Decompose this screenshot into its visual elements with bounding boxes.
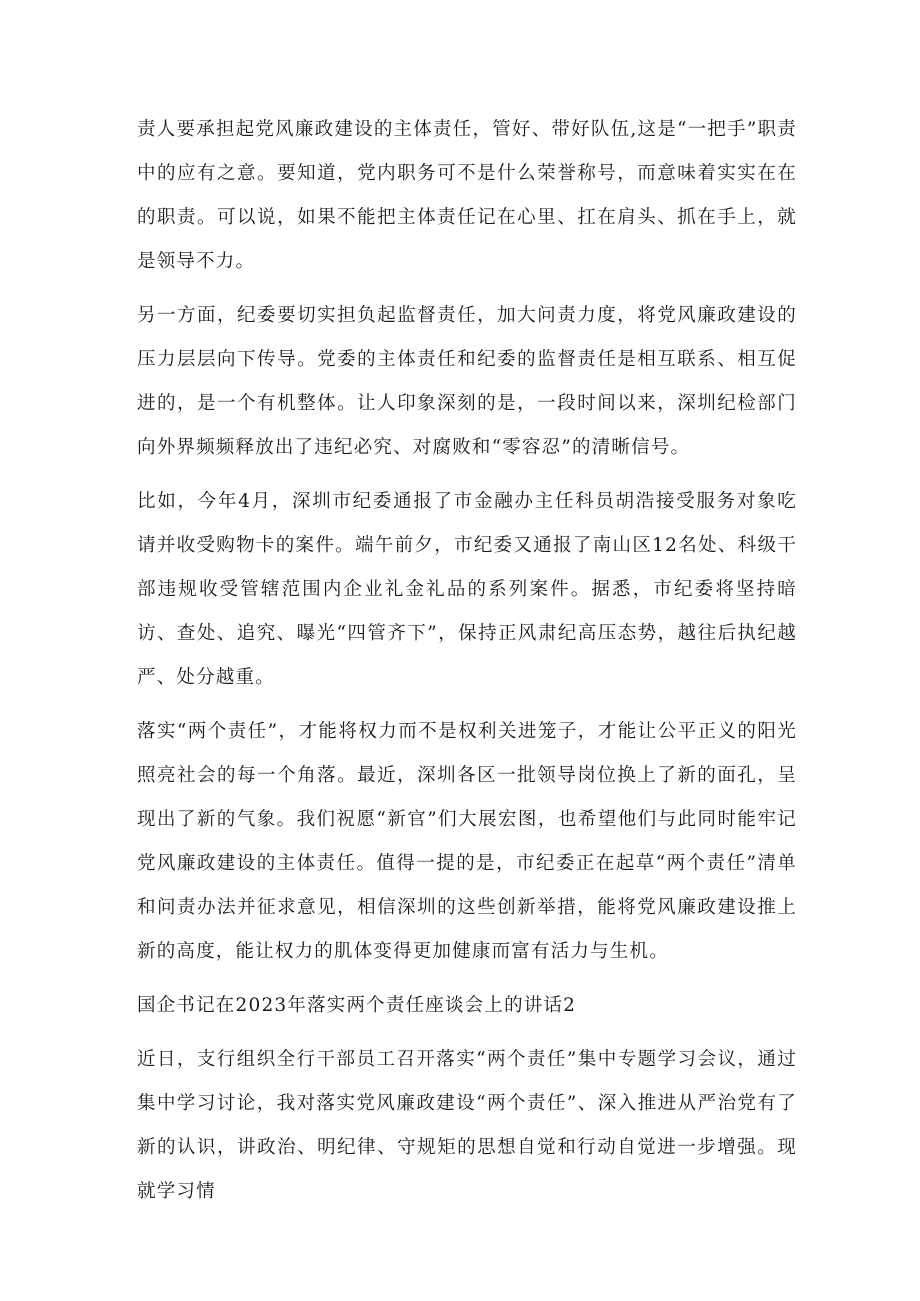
section-heading: 国企书记在2023年落实两个责任座谈会上的讲话2: [137, 995, 577, 1016]
paragraph-study-meeting: 近日，支行组织全行干部员工召开落实“两个责任”集中专题学习会议，通过集中学习讨论，我对落实党风廉政建设“两个责任”、深入推进从严治党有了新的认识，讲政治、明纪律、守规矩的思想自觉和行动自觉进一步增强。现就学习情: [137, 1049, 797, 1202]
paragraph-supervision-duty: 另一方面，纪委要切实担负起监督责任，加大问责力度，将党风廉政建设的压力层层向下传导。党委的主体责任和纪委的监督责任是相互联系、相互促进的，是一个有机整体。让人印象深刻的是，一段时间以来，深圳纪检部门向外界频频释放出了违纪必究、对腐败和“零容忍”的清晰信号。: [137, 305, 797, 458]
document-body: [137, 108, 797, 1224]
paragraph-two-responsibilities: 落实“两个责任”，才能将权力而不是权利关进笼子，才能让公平正义的阳光照亮社会的每一个角落。最近，深圳各区一批领导岗位换上了新的面孔，呈现出了新的气象。我们祝愿“新官”们大展宏图，也希望他们与此同时能牢记党风廉政建设的主体责任。值得一提的是，市纪委正在起草“两个责任”清单和问责办法并征求意见，相信深圳的这些创新举措，能将党风廉政建设推上新的高度，能让权力的肌体变得更加健康而富有活力与生机。: [137, 721, 797, 962]
paragraph-responsibility-leaders: 责人要承担起党风廉政建设的主体责任，管好、带好队伍,这是“一把手”职责中的应有之意。要知道，党内职务可不是什么荣誉称号，而意味着实实在在的职责。可以说，如果不能把主体责任记在心里、扛在肩头、抓在手上，就是领导不力。: [137, 119, 797, 272]
paragraph-case-examples: 比如，今年4月，深圳市纪委通报了市金融办主任科员胡浩接受服务对象吃请并收受购物卡的案件。端午前夕，市纪委又通报了南山区12名处、科级干部违规收受管辖范围内企业礼金礼品的系列案件。据悉，市纪委将坚持暗访、查处、追究、曝光“四管齐下”，保持正风肃纪高压态势，越往后执纪越严、处分越重。: [137, 491, 797, 688]
